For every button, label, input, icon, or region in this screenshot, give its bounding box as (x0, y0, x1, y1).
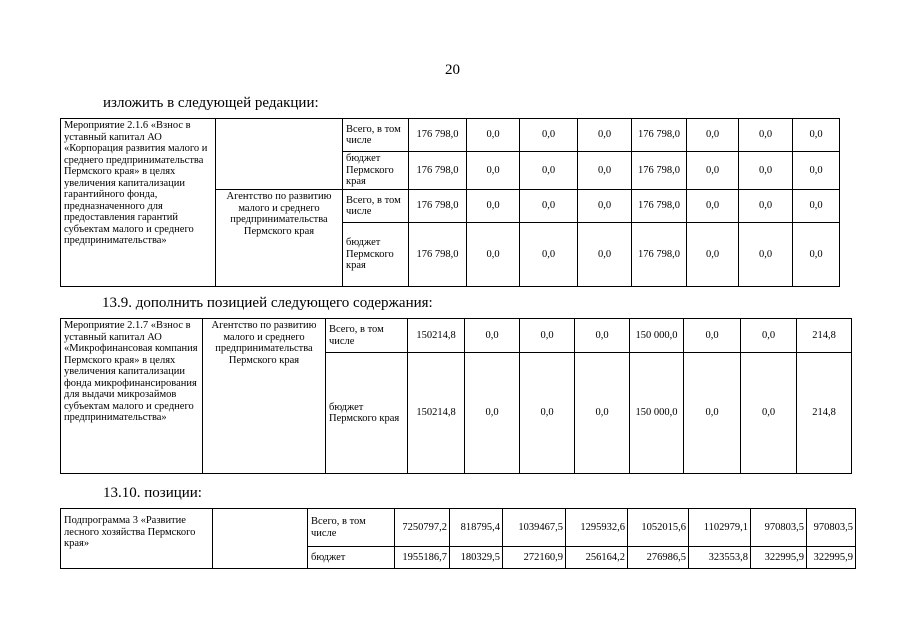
intro-text: изложить в следующей редакции: (103, 95, 319, 111)
value-cell: 0,0 (520, 223, 578, 287)
value-cell: 0,0 (467, 152, 520, 190)
value-cell: 0,0 (467, 119, 520, 152)
value-cell: 1052015,6 (628, 509, 689, 547)
value-cell: 180329,5 (450, 547, 503, 569)
section-13-10-text: 13.10. позиции: (103, 485, 202, 501)
source-cell: бюджет Пермского края (343, 223, 409, 287)
value-cell: 0,0 (465, 319, 520, 353)
value-cell: 0,0 (578, 119, 632, 152)
source-cell: Всего, в том числе (308, 509, 395, 547)
source-cell: бюджет (308, 547, 395, 569)
table-row (61, 119, 840, 152)
value-cell: 0,0 (687, 223, 739, 287)
value-cell: 0,0 (575, 319, 630, 353)
value-cell: 0,0 (520, 353, 575, 474)
value-cell: 0,0 (578, 190, 632, 223)
value-cell: 0,0 (793, 152, 840, 190)
value-cell: 176 798,0 (409, 223, 467, 287)
value-cell: 0,0 (575, 353, 630, 474)
value-cell: 970803,5 (807, 509, 856, 547)
value-cell: 970803,5 (751, 509, 807, 547)
source-cell: бюджет Пермского края (326, 353, 408, 474)
value-cell: 323553,8 (689, 547, 751, 569)
table-measure-2-1-7 (60, 318, 852, 474)
value-cell: 256164,2 (566, 547, 628, 569)
value-cell: 150214,8 (408, 353, 465, 474)
value-cell: 322995,9 (807, 547, 856, 569)
value-cell: 150 000,0 (630, 319, 684, 353)
value-cell: 0,0 (520, 152, 578, 190)
value-cell: 0,0 (739, 152, 793, 190)
value-cell: 0,0 (793, 223, 840, 287)
value-cell: 150214,8 (408, 319, 465, 353)
source-cell: Всего, в том числе (343, 119, 409, 152)
measure-cell: Мероприятие 2.1.7 «Взнос в уставный капитал АО «Микрофинансовая компания Пермского края» в целях увеличения капитализации фонда микрофинансирования для выдачи микрозаймов субъектам малого и среднего предпринимательства» (61, 319, 203, 474)
value-cell: 1102979,1 (689, 509, 751, 547)
empty-cell (216, 119, 343, 190)
value-cell: 0,0 (741, 319, 797, 353)
value-cell: 0,0 (578, 152, 632, 190)
value-cell: 0,0 (739, 190, 793, 223)
value-cell: 0,0 (684, 319, 741, 353)
value-cell: 214,8 (797, 353, 852, 474)
value-cell: 0,0 (465, 353, 520, 474)
source-cell: Всего, в том числе (326, 319, 408, 353)
value-cell: 272160,9 (503, 547, 566, 569)
value-cell: 322995,9 (751, 547, 807, 569)
section-13-9-text: 13.9. дополнить позицией следующего содержания: (102, 295, 433, 311)
value-cell: 176 798,0 (632, 152, 687, 190)
value-cell: 176 798,0 (409, 152, 467, 190)
source-cell: бюджет Пермского края (343, 152, 409, 190)
value-cell: 176 798,0 (632, 190, 687, 223)
value-cell: 150 000,0 (630, 353, 684, 474)
table-subprogram-3 (60, 508, 856, 569)
source-cell: Всего, в том числе (343, 190, 409, 223)
value-cell: 276986,5 (628, 547, 689, 569)
value-cell: 0,0 (739, 223, 793, 287)
value-cell: 1295932,6 (566, 509, 628, 547)
value-cell: 0,0 (578, 223, 632, 287)
value-cell: 7250797,2 (395, 509, 450, 547)
value-cell: 818795,4 (450, 509, 503, 547)
table-row (61, 319, 852, 353)
table-row (61, 509, 856, 547)
empty-cell (213, 509, 308, 569)
value-cell: 0,0 (739, 119, 793, 152)
value-cell: 176 798,0 (409, 119, 467, 152)
table-measure-2-1-6 (60, 118, 840, 287)
value-cell: 0,0 (793, 119, 840, 152)
value-cell: 1039467,5 (503, 509, 566, 547)
value-cell: 0,0 (467, 223, 520, 287)
measure-cell: Мероприятие 2.1.6 «Взнос в уставный капитал АО «Корпорация развития малого и среднего предпринимательства Пермского края» в целях увеличения капитализации гарантийного фонда, предназначенного для предоставления гарантий субъектам малого и среднего предпринимательства» (61, 119, 216, 287)
value-cell: 0,0 (520, 190, 578, 223)
value-cell: 0,0 (520, 119, 578, 152)
agency-cell: Агентство по развитию малого и среднего предпринимательства Пермского края (203, 319, 326, 474)
value-cell: 0,0 (467, 190, 520, 223)
value-cell: 0,0 (741, 353, 797, 474)
value-cell: 0,0 (687, 190, 739, 223)
value-cell: 176 798,0 (632, 119, 687, 152)
value-cell: 176 798,0 (632, 223, 687, 287)
agency-cell: Агентство по развитию малого и среднего предпринимательства Пермского края (216, 190, 343, 287)
value-cell: 1955186,7 (395, 547, 450, 569)
page-number: 20 (445, 62, 460, 78)
value-cell: 0,0 (684, 353, 741, 474)
value-cell: 0,0 (793, 190, 840, 223)
value-cell: 0,0 (687, 119, 739, 152)
value-cell: 0,0 (520, 319, 575, 353)
value-cell: 0,0 (687, 152, 739, 190)
value-cell: 214,8 (797, 319, 852, 353)
value-cell: 176 798,0 (409, 190, 467, 223)
measure-cell: Подпрограмма 3 «Развитие лесного хозяйства Пермского края» (61, 509, 213, 569)
